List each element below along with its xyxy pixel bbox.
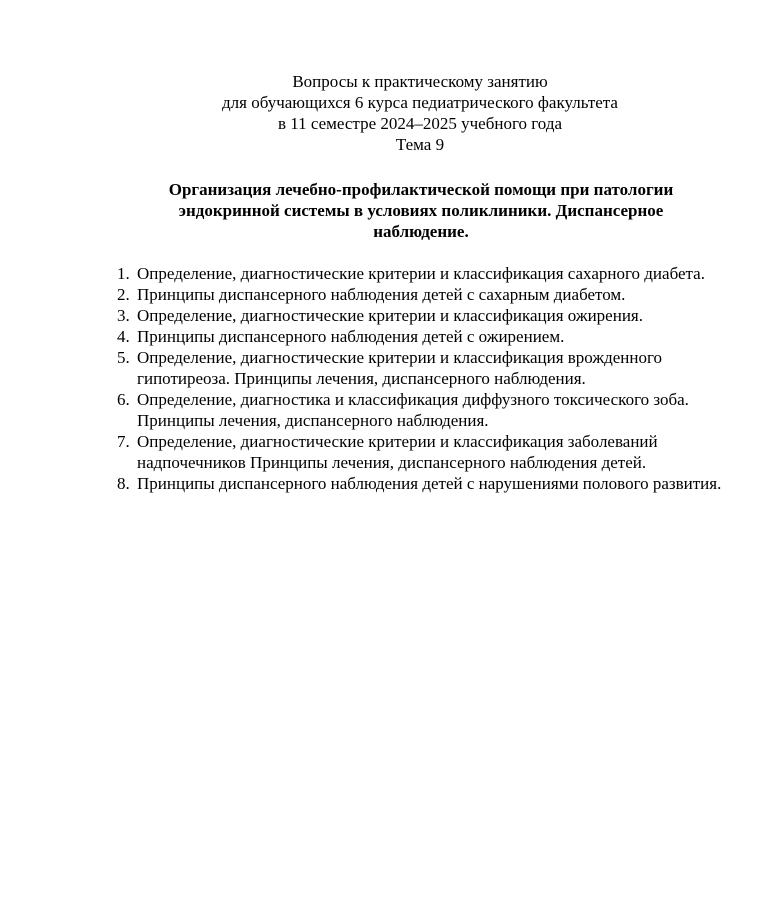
list-item-number: 2.: [117, 285, 130, 304]
list-item-text: Определение, диагностические критерии и классификация врожденного гипотиреоза. Принципы лечения, диспансерного наблюдения.: [137, 348, 663, 388]
list-item: [117, 326, 727, 347]
list-item-number: 5.: [117, 348, 130, 367]
list-item-number: 8.: [117, 474, 130, 493]
header-line-2: для обучающихся 6 курса педиатрического факультета: [222, 93, 618, 112]
list-item-text: Принципы диспансерного наблюдения детей с ожирением.: [137, 327, 565, 346]
topic-title: Организация лечебно-профилактической помощи при патологии эндокринной системы в условиях поликлиники. Диспансерное наблюдение.: [168, 180, 674, 241]
list-item-number: 3.: [117, 306, 130, 325]
header-line-4: Тема 9: [395, 135, 445, 154]
list-item-number: 7.: [117, 432, 130, 451]
questions-list: [117, 263, 727, 494]
list-item-number: 1.: [117, 264, 130, 283]
list-item-number: 4.: [117, 327, 130, 346]
list-item-text: Определение, диагностика и классификация диффузного токсического зоба. Принципы лечения, диспансерного наблюдения.: [137, 390, 689, 430]
list-item: [117, 347, 727, 389]
list-item-text: Принципы диспансерного наблюдения детей с нарушениями полового развития.: [137, 474, 722, 493]
list-item-text: Определение, диагностические критерии и классификация заболеваний надпочечников Принципы лечения, диспансерного наблюдения детей.: [137, 432, 658, 472]
list-item-number: 6.: [117, 390, 130, 409]
list-item-text: Определение, диагностические критерии и классификация ожирения.: [137, 306, 643, 325]
list-item: [117, 284, 727, 305]
list-item-text: Определение, диагностические критерии и классификация сахарного диабета.: [137, 264, 705, 283]
list-item-text: Принципы диспансерного наблюдения детей с сахарным диабетом.: [137, 285, 626, 304]
document-header: [0, 71, 782, 155]
header-line-1: Вопросы к практическому занятию: [292, 72, 548, 91]
list-item: [117, 263, 727, 284]
list-item: [117, 473, 727, 494]
list-item: [117, 305, 727, 326]
header-line-3: в 11 семестре 2024–2025 учебного года: [277, 114, 563, 133]
list-item: [117, 431, 727, 473]
list-item: [117, 389, 727, 431]
